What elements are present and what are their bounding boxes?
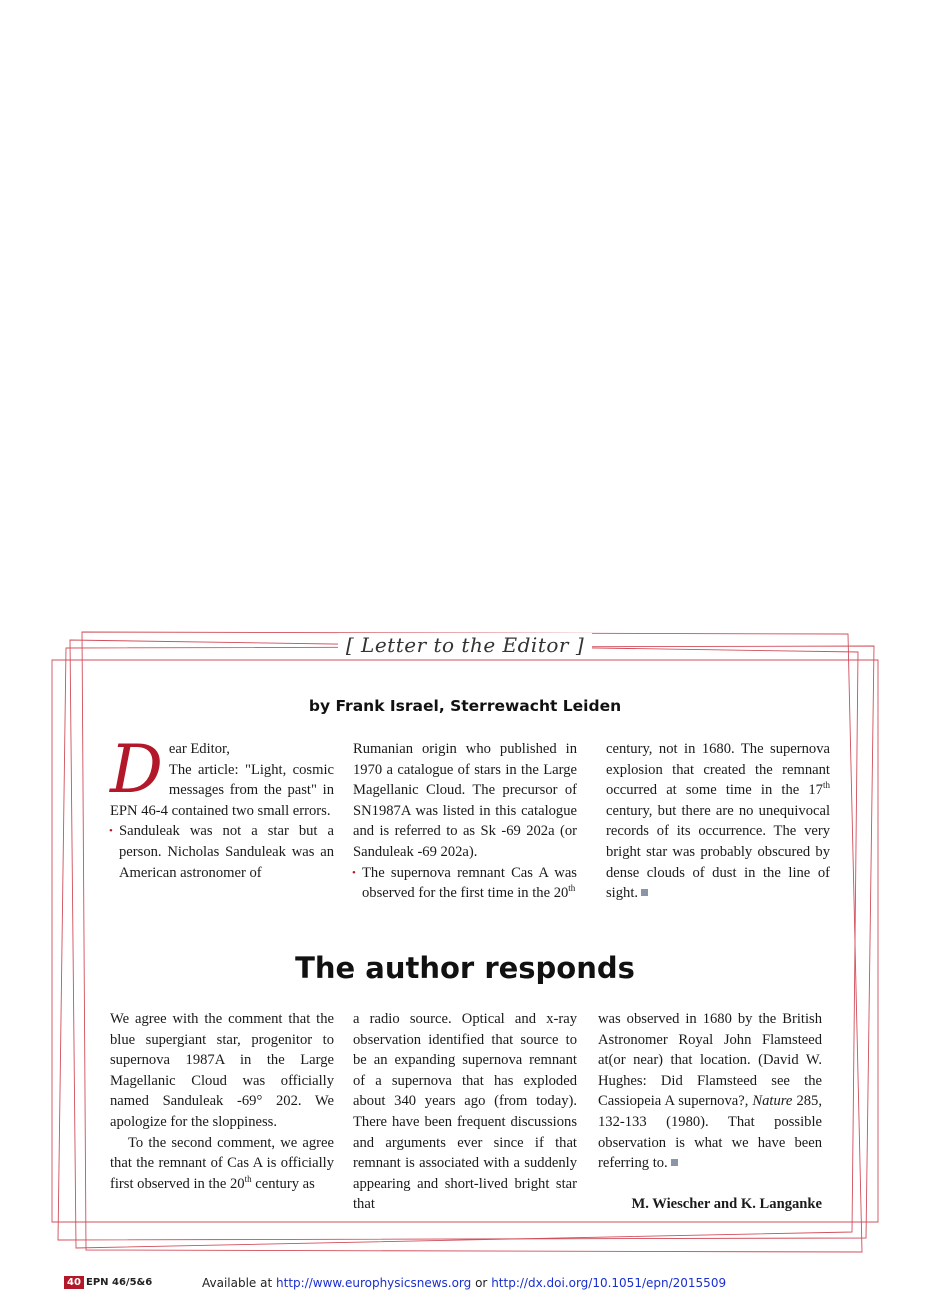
bullet-2-text: The supernova remnant Cas A was observed for the first time in the 20 bbox=[362, 864, 577, 902]
letter-byline: by Frank Israel, Sterrewacht Leiden bbox=[308, 697, 622, 715]
superscript: th bbox=[822, 780, 830, 791]
response-paragraph-2-end: was observed in 1680 by the British Astronomer Royal John Flamsteed at(or near) that location. (David W. Hughes: Did Flamsteed see the Cassiopeia A supernova?, bbox=[598, 1011, 822, 1110]
signature: M. Wiescher and K. Langanke bbox=[631, 1195, 822, 1212]
end-mark-icon bbox=[641, 889, 648, 896]
availability-line bbox=[202, 1276, 726, 1290]
doi-link[interactable]: http://dx.doi.org/10.1051/epn/2015509 bbox=[491, 1276, 727, 1290]
response-title: The author responds bbox=[295, 951, 635, 985]
or-text: or bbox=[475, 1276, 488, 1290]
available-text: Available at bbox=[202, 1276, 273, 1290]
bullet-1-text: Sanduleak was not a star but a person. Nicholas Sanduleak was an American astronomer of bbox=[119, 823, 334, 881]
citation-text: 285, 132-133 (1980). That possible observation is what we have been referring to. bbox=[598, 1093, 822, 1172]
letter-to-editor-label: [ Letter to the Editor ] bbox=[338, 633, 592, 657]
page-footer bbox=[64, 1275, 884, 1293]
response-column-3 bbox=[598, 1009, 822, 1214]
response-paragraph-2: To the second comment, we agree that the remnant of Cas A is officially first observed in the 20 bbox=[110, 1134, 334, 1192]
section-header bbox=[0, 630, 930, 660]
letter-column-3 bbox=[606, 739, 830, 904]
dropcap: D bbox=[110, 731, 163, 808]
response-paragraph-1: We agree with the comment that the blue supergiant star, progenitor to supernova 1987A in the Large Magellanic Cloud was officially named Sanduleak -69° 202. We apologize for the sloppiness. bbox=[110, 1011, 334, 1130]
bullet-2-continued: century, not in 1680. The supernova explosion that created the remnant occurred at some time in the 17 bbox=[606, 741, 830, 799]
salutation: ear Editor, bbox=[168, 741, 230, 757]
superscript: th bbox=[568, 883, 576, 894]
response-paragraph-2-tail: century as bbox=[255, 1175, 315, 1192]
end-mark-icon bbox=[671, 1159, 678, 1166]
issue-label: EPN 46/5&6 bbox=[86, 1277, 153, 1288]
bullet-2-end: century, but there are no unequivocal records of its occurrence. The very bright star was probably obscured by dense clouds of dust in the line of sight. bbox=[606, 802, 830, 902]
response-paragraph-2-continued: a radio source. Optical and x-ray observation identified that source to be an expanding supernova remnant of a supernova that has exploded about 340 years ago (from today). There have been frequent discussions and arguments ever since if that remnant is associated with a suddenly appearing and short-lived bright star that bbox=[353, 1011, 577, 1213]
letter-column-1 bbox=[110, 731, 334, 883]
bullet-1 bbox=[110, 821, 334, 883]
letter-intro: The article: "Light, cosmic messages from the past" in EPN 46-4 contained two small errors. bbox=[110, 761, 334, 819]
response-column-1 bbox=[110, 1009, 334, 1194]
bullet-1-continued: Rumanian origin who published in 1970 a catalogue of stars in the Large Magellanic Cloud. The precursor of SN1987A was listed in this catalogue and is referred to as Sk -69 202a (or Sanduleak -69 202a). bbox=[353, 741, 577, 860]
page-number: 40 bbox=[64, 1276, 84, 1289]
journal-name: Nature bbox=[752, 1093, 793, 1110]
europhysicsnews-link[interactable]: http://www.europhysicsnews.org bbox=[276, 1276, 472, 1290]
superscript: th bbox=[244, 1173, 252, 1184]
bullet-2 bbox=[353, 863, 577, 904]
response-column-2 bbox=[353, 1009, 577, 1215]
letter-column-2 bbox=[353, 739, 577, 904]
